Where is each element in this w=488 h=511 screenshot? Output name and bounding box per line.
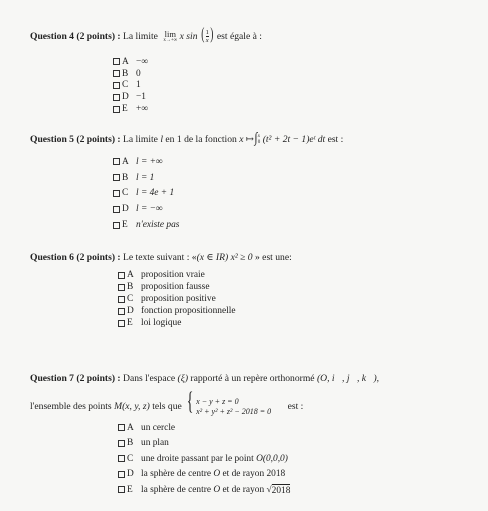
checkbox[interactable] [118, 272, 125, 279]
checkbox[interactable] [118, 424, 125, 431]
integral-sign: ∫ [254, 131, 258, 146]
option-d[interactable]: D −1 [113, 91, 148, 103]
option-d[interactable]: D fonction propositionnelle [118, 305, 236, 317]
option-a[interactable]: A un cercle [118, 420, 290, 436]
question-7-label: Question 7 (2 points) : [30, 373, 121, 384]
option-c[interactable]: C une droite passant par le point O(0,0,0) [118, 451, 290, 467]
checkbox[interactable] [113, 58, 120, 65]
equation-system: x − y + z = 0 x² + y² + z² − 2018 = 0 [196, 396, 272, 416]
option-c[interactable]: C l = 4e + 1 [113, 186, 179, 202]
option-e[interactable]: E loi logique [118, 317, 236, 329]
checkbox[interactable] [118, 284, 125, 291]
question-7-options [118, 420, 290, 498]
option-b[interactable]: B proposition fausse [118, 281, 236, 293]
checkbox[interactable] [113, 158, 120, 165]
option-a[interactable]: A l = +∞ [113, 154, 179, 170]
checkbox[interactable] [118, 455, 125, 462]
checkbox[interactable] [118, 308, 125, 315]
checkbox[interactable] [118, 440, 125, 447]
option-d[interactable]: D l = −∞ [113, 201, 179, 217]
option-e[interactable]: E la sphère de centre O et de rayon √ 2018 [118, 482, 290, 498]
option-c[interactable]: C 1 [113, 80, 148, 92]
question-4-label: Question 4 (2 points) : [30, 31, 121, 42]
fraction: $\frac{1}{x}$ [205, 29, 209, 45]
option-a[interactable]: A −∞ [113, 56, 148, 68]
option-a[interactable]: A proposition vraie [118, 269, 236, 281]
question-7-stem: Question 7 (2 points) : Dans l'espace (ξ) rapporté à un repère orthonormé (O, i⃗, j⃗, k⃗), [30, 373, 380, 384]
option-e[interactable]: E +∞ [113, 103, 148, 115]
option-b[interactable]: B l = 1 [113, 170, 179, 186]
checkbox[interactable] [113, 70, 120, 77]
checkbox[interactable] [113, 82, 120, 89]
question-5-options [113, 154, 179, 233]
limit-operator: lim x→+∞ [163, 28, 178, 43]
question-5-stem: Question 5 (2 points) : La limite l en 1 de la fonction x ↦∫ x 0 (t² + 2t − 1)eᵗ dt est : [30, 131, 344, 146]
question-4-options [113, 56, 148, 115]
checkbox[interactable] [113, 190, 120, 197]
checkbox[interactable] [113, 106, 120, 113]
checkbox[interactable] [113, 174, 120, 181]
checkbox[interactable] [118, 471, 125, 478]
question-5-label: Question 5 (2 points) : [30, 134, 121, 145]
checkbox[interactable] [113, 222, 120, 229]
question-6-label: Question 6 (2 points) : [30, 252, 121, 263]
question-4-stem: Question 4 (2 points) : La limite lim x→+∞ x sin ( $\frac{1}{x}$ ) est égale à : [30, 24, 262, 45]
checkbox[interactable] [118, 320, 125, 327]
option-b[interactable]: B un plan [118, 436, 290, 452]
question-6-options [118, 269, 236, 329]
checkbox[interactable] [113, 94, 120, 101]
question-7-line-2: l'ensemble des points M(x, y, z) tels que { x − y + z = 0 x² + y² + z² − 2018 = 0 est : [30, 388, 304, 416]
option-c[interactable]: C proposition positive [118, 293, 236, 305]
checkbox[interactable] [118, 486, 125, 493]
checkbox[interactable] [113, 206, 120, 213]
option-d[interactable]: D la sphère de centre O et de rayon 2018 [118, 467, 290, 483]
question-6-stem: Question 6 (2 points) : Le texte suivant : «(x ∈ IR) x² ≥ 0 » est une: [30, 252, 292, 263]
option-b[interactable]: B 0 [113, 68, 148, 80]
checkbox[interactable] [118, 296, 125, 303]
option-e[interactable]: E n'existe pas [113, 217, 179, 233]
